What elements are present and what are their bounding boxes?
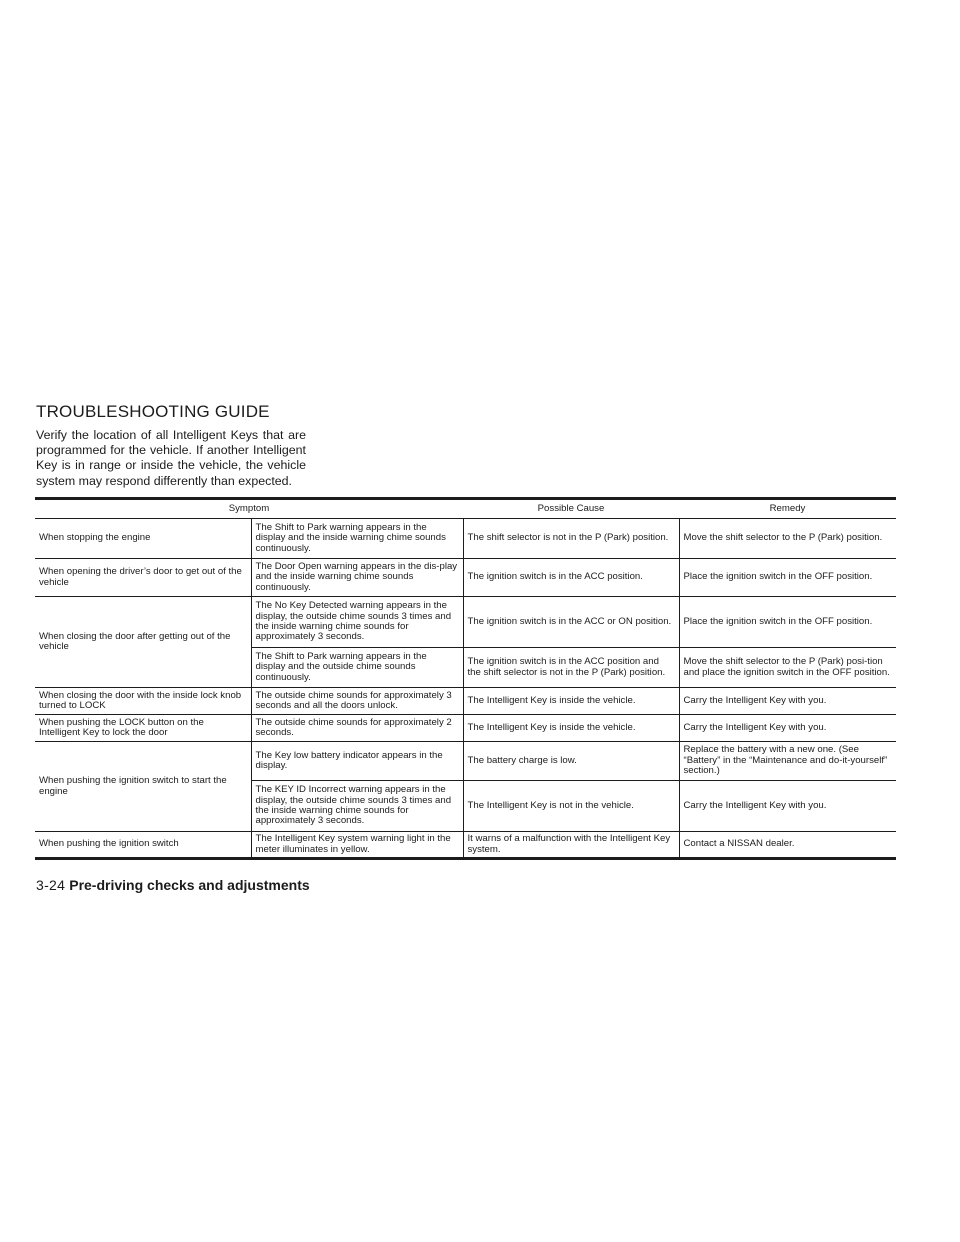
condition-cell: The No Key Detected warning appears in the display, the outside chime sounds 3 times and the inside warning chime sounds for approximately 3 seconds.: [251, 597, 463, 648]
table-row: [35, 715, 896, 742]
header-symptom: Symptom: [35, 499, 463, 519]
symptom-cell: When stopping the engine: [35, 519, 251, 559]
remedy-cell: Move the shift selector to the P (Park) position.: [679, 519, 896, 559]
cause-cell: The ignition switch is in the ACC or ON position.: [463, 597, 679, 648]
intro-line: system may respond differently than expected.: [36, 473, 292, 488]
cause-cell: The Intelligent Key is not in the vehicle.: [463, 781, 679, 832]
remedy-cell: Carry the Intelligent Key with you.: [679, 688, 896, 715]
table-header-row: [35, 499, 896, 519]
symptom-cell: When pushing the ignition switch: [35, 832, 251, 859]
cause-cell: The Intelligent Key is inside the vehicle.: [463, 715, 679, 742]
table-row: [35, 597, 896, 648]
chapter-title: Pre-driving checks and adjustments: [69, 877, 310, 893]
intro-line: programmed for the vehicle. If another Intelligent: [36, 443, 306, 458]
symptom-cell: When closing the door with the inside lock knob turned to LOCK: [35, 688, 251, 715]
cause-cell: The ignition switch is in the ACC position and the shift selector is not in the P (Park) position.: [463, 648, 679, 688]
header-remedy: Remedy: [679, 499, 896, 519]
cause-cell: The Intelligent Key is inside the vehicle.: [463, 688, 679, 715]
condition-cell: The outside chime sounds for approximately 3 seconds and all the doors unlock.: [251, 688, 463, 715]
section-title: TROUBLESHOOTING GUIDE: [36, 402, 270, 421]
symptom-cell: When opening the driver’s door to get out of the vehicle: [35, 559, 251, 597]
symptom-cell: When pushing the LOCK button on the Intelligent Key to lock the door: [35, 715, 251, 742]
table-row: [35, 519, 896, 559]
remedy-cell: Place the ignition switch in the OFF position.: [679, 559, 896, 597]
condition-cell: The Key low battery indicator appears in the display.: [251, 742, 463, 781]
cause-cell: It warns of a malfunction with the Intelligent Key system.: [463, 832, 679, 859]
intro-paragraph: [36, 428, 306, 489]
table-row: [35, 742, 896, 781]
cause-cell: The shift selector is not in the P (Park) position.: [463, 519, 679, 559]
remedy-cell: Replace the battery with a new one. (See “Battery” in the “Maintenance and do-it-yourself” section.): [679, 742, 896, 781]
header-possible-cause: Possible Cause: [463, 499, 679, 519]
page-number: 3-24: [36, 877, 66, 893]
intro-line: Verify the location of all Intelligent Keys that are: [36, 428, 306, 442]
cause-cell: The battery charge is low.: [463, 742, 679, 781]
condition-cell: The outside chime sounds for approximately 2 seconds.: [251, 715, 463, 742]
remedy-cell: Carry the Intelligent Key with you.: [679, 781, 896, 832]
condition-cell: The Shift to Park warning appears in the display and the outside chime sounds continuously.: [251, 648, 463, 688]
troubleshooting-table: [35, 497, 896, 860]
table-row: [35, 559, 896, 597]
condition-cell: The KEY ID Incorrect warning appears in the display, the outside chime sounds 3 times and the inside warning chime sounds for approximately 3 seconds.: [251, 781, 463, 832]
remedy-cell: Contact a NISSAN dealer.: [679, 832, 896, 859]
condition-cell: The Door Open warning appears in the dis-play and the inside warning chime sounds continuously.: [251, 559, 463, 597]
remedy-cell: Place the ignition switch in the OFF position.: [679, 597, 896, 648]
remedy-cell: Carry the Intelligent Key with you.: [679, 715, 896, 742]
condition-cell: The Intelligent Key system warning light in the meter illuminates in yellow.: [251, 832, 463, 859]
table-row: [35, 832, 896, 859]
symptom-cell: When pushing the ignition switch to start the engine: [35, 742, 251, 832]
remedy-cell: Move the shift selector to the P (Park) posi-tion and place the ignition switch in the OFF position.: [679, 648, 896, 688]
condition-cell: The Shift to Park warning appears in the display and the inside warning chime sounds continuously.: [251, 519, 463, 559]
cause-cell: The ignition switch is in the ACC position.: [463, 559, 679, 597]
intro-line: Key is in range or inside the vehicle, the vehicle: [36, 458, 306, 473]
symptom-cell: When closing the door after getting out of the vehicle: [35, 597, 251, 688]
page-footer: [36, 877, 310, 893]
table-row: [35, 688, 896, 715]
